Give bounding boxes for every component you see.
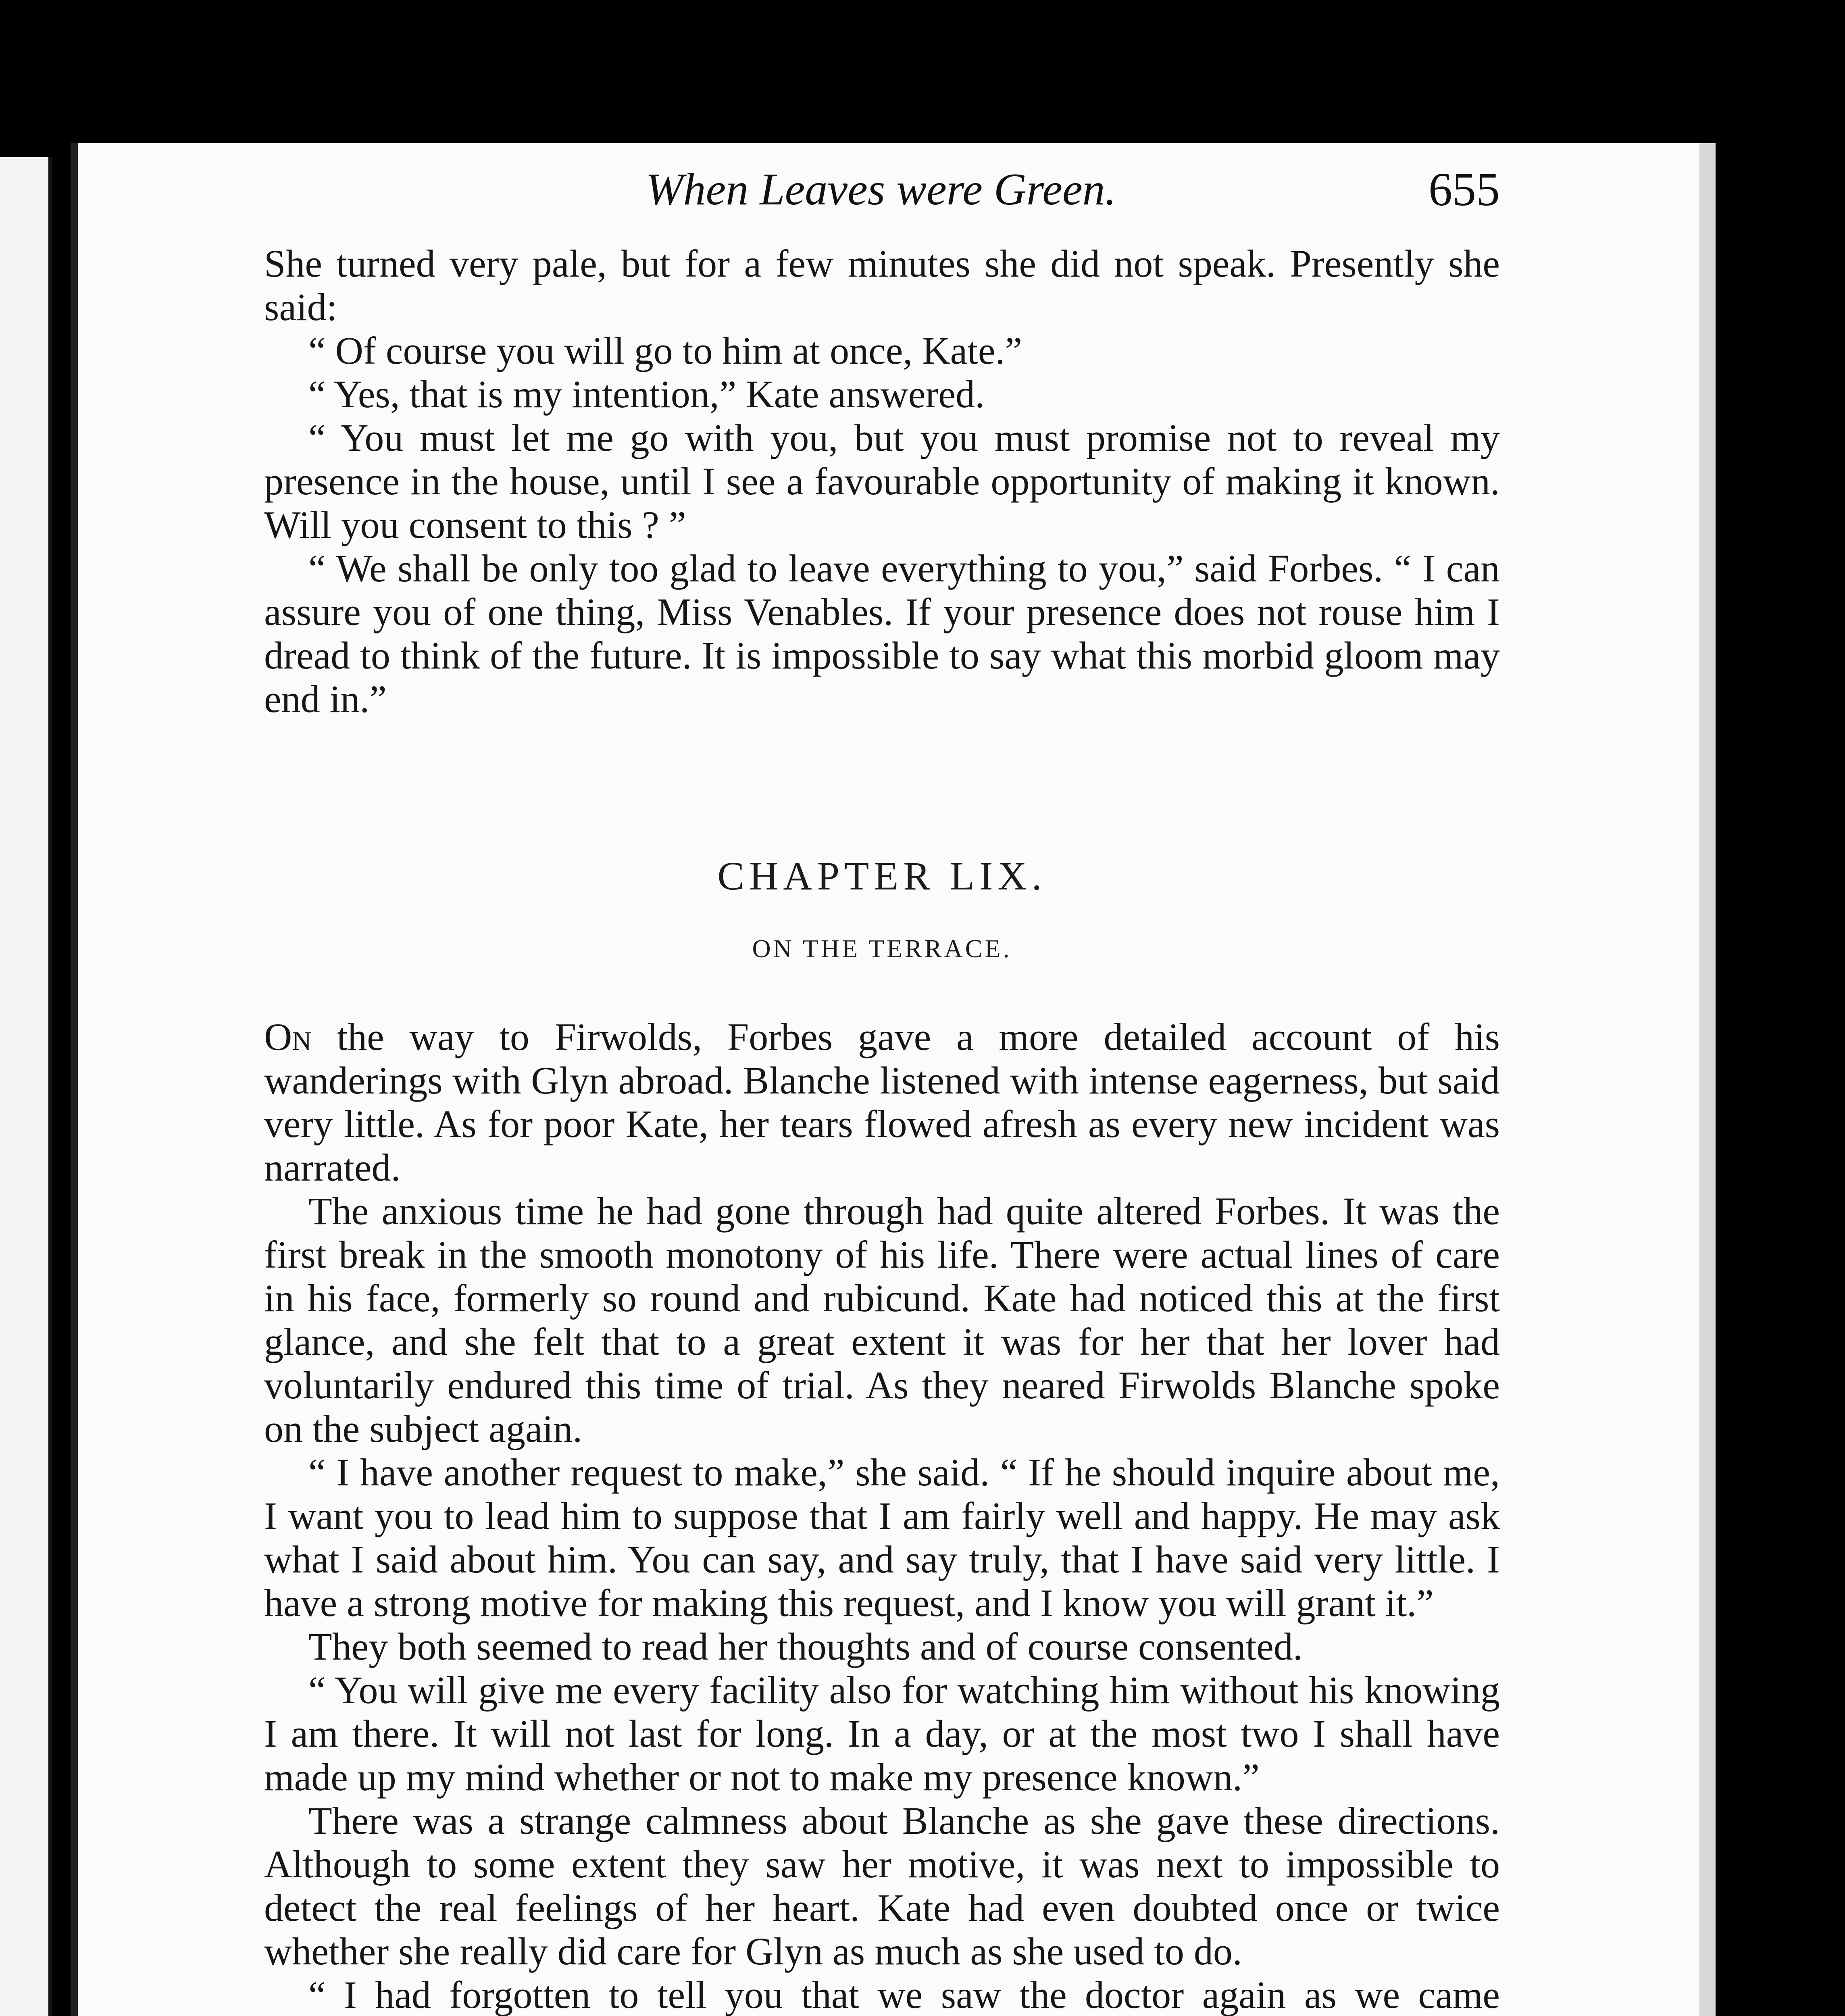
paragraph: They both seemed to read her thoughts and of course consented. — [308, 1625, 1303, 1668]
paragraph: “ Yes, that is my intention,” Kate answered. — [308, 373, 985, 416]
paragraph: “ I had forgotten to tell you that we saw the doctor again as we came — [308, 1973, 1500, 2016]
opening-small-caps: On — [264, 1015, 312, 1058]
page-text — [264, 242, 1500, 2016]
paragraph: The anxious time he had gone through had quite altered Forbes. It was the first break in the smooth monotony of his life. There were actual lines of care in his face, formerly so round and rubicund. Kate had noticed this at the first glance, and she felt that to a great extent it was for her that her lover had voluntarily endured this time of trial. As they neared Firwolds Blanche spoke on the subject again. — [264, 1189, 1500, 1450]
paragraph: “ Of course you will go to him at once, Kate.” — [308, 329, 1022, 372]
previous-page-edge — [0, 157, 52, 2016]
paragraph: She turned very pale, but for a few minutes she did not speak. Presently she said: — [264, 242, 1500, 329]
paragraph: “ I have another request to make,” she said. “ If he should inquire about me, I want you to lead him to suppose that I am fairly well and happy. He may ask what I said about him. You can say, and say truly, that I have said very little. I have a strong motive for making this request, and I know you will grant it.” — [264, 1451, 1500, 1624]
paragraph: “ You will give me every facility also for watching him without his knowing I am there. It will not last for long. In a day, or at the most two I shall have made up my mind whether or not to make my presence known.” — [264, 1668, 1500, 1799]
paragraph: “ We shall be only too glad to leave everything to you,” said Forbes. “ I can assure you of one thing, Miss Venables. If your presence does not rouse him I dread to think of the future. It is impossible to say what this morbid gloom may end in.” — [264, 547, 1500, 721]
chapter-subtitle: ON THE TERRACE. — [752, 934, 1012, 963]
page-fore-edge — [1699, 143, 1716, 2016]
chapter-opening-paragraph — [264, 1015, 1500, 1189]
running-title: When Leaves were Green. — [646, 165, 1116, 215]
paragraph: “ You must let me go with you, but you must promise not to reveal my presence in the house, until I see a favourable opportunity of making it known. Will you consent to this ? ” — [264, 416, 1500, 546]
opening-text: the way to Firwolds, Forbes gave a more detailed account of his wanderings with Glyn abroad. Blanche listened with intense eagerness, but said very little. As for poor Kate, her tears flowed afresh as every new incident was narrated. — [264, 1015, 1500, 1189]
chapter-title: CHAPTER LIX. — [717, 854, 1047, 898]
page-number: 655 — [1429, 163, 1500, 216]
paragraph: There was a strange calmness about Blanche as she gave these directions. Although to some extent they saw her motive, it was next to impossible to detect the real feelings of her heart. Kate had even doubted once or twice whether she really did care for Glyn as much as she used to do. — [264, 1799, 1500, 1973]
running-head — [262, 153, 1500, 226]
